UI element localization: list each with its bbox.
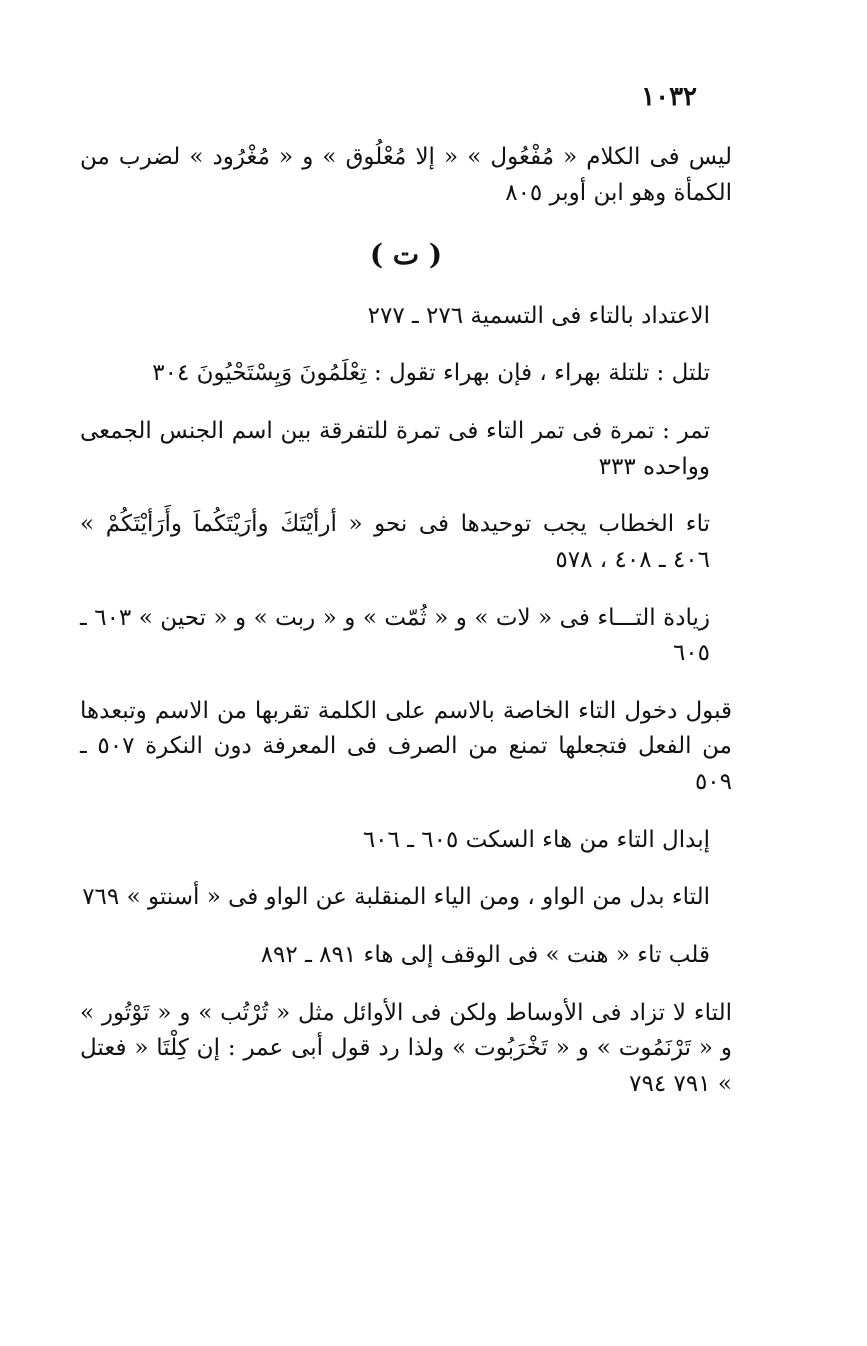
index-entry-ziyadat-taa: زيادة التـــاء فى « لات » و « ثُمّت » و « ربت » و « تحين » ٦٠٣ ـ ٦٠٥ [80, 604, 710, 667]
index-entries [80, 140, 732, 1125]
index-entry-taa-la-tuzad: التاء لا تزاد فى الأوساط ولكن فى الأوائل مثل « تُرْتُب » و « تَوْتُور » و « تَرْنَمُوت » و « تَخْرَبُوت » ولذا رد قول أبى عمر : إن كِلْتَا « فعتل » ٧٩١ ٧٩٤ [80, 999, 732, 1097]
index-entry-taltala: تلتل : تلتلة بهراء ، فإن بهراء تقول : تِعْلَمُونَ وَيِسْتَحْيُونَ ٣٠٤ [152, 360, 710, 387]
index-entry-mafoul: ليس فى الكلام « مُفْعُول » « إلا مُعْلُوق » و « مُغْرُود » لضرب من الكمأة وهو ابن أوبر ٨٠٥ [80, 144, 732, 206]
index-entry-qalb-taa: قلب تاء « هنت » فى الوقف إلى هاء ٨٩١ ـ ٨٩٢ [260, 942, 710, 968]
index-entry-qubul-dukhul: قبول دخول التاء الخاصة بالاسم على الكلمة تقربها من الاسم وتبعدها من الفعل فتجعلها تمنع من الصرف فى المعرفة دون النكرة ٥٠٧ ـ ٥٠٩ [80, 697, 732, 796]
index-entry-ibdal-taa: إبدال التاء من هاء السكت ٦٠٥ ـ ٦٠٦ [362, 826, 710, 853]
section-heading-taa: ( ت ) [369, 238, 443, 272]
page-number: ١٠٣٢ [641, 82, 697, 112]
index-entry-itidad: الاعتداد بالتاء فى التسمية ٢٧٦ ـ ٢٧٧ [367, 302, 710, 329]
index-entry-taa-khitab: تاء الخطاب يجب توحيدها فى نحو « أرأيْتَكَ وأرَيْتَكُماَ وأَرَأيْتَكُمْ » ٤٠٦ ـ ٤٠٨ ، ٥٧٨ [80, 511, 710, 573]
index-entry-tamr: تمر : تمرة فى تمر التاء فى تمرة للتفرقة بين اسم الجنس الجمعى وواحده ٣٣٣ [80, 417, 710, 480]
index-entry-taa-badal: التاء بدل من الواو ، ومن الياء المنقلبة عن الواو فى « أسنتو » ٧٦٩ [82, 884, 710, 911]
